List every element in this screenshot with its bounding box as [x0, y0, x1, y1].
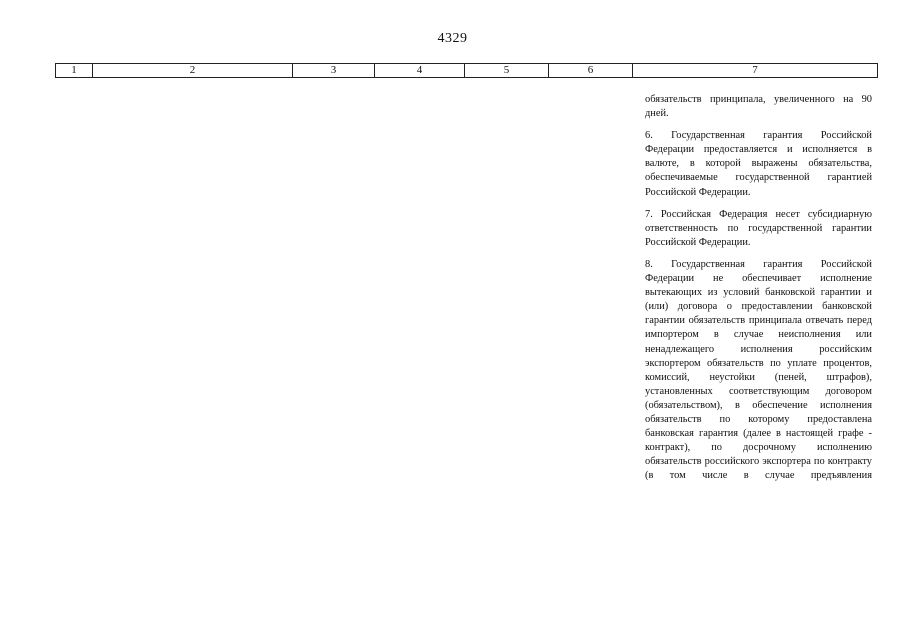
paragraph-6: 6. Государственная гарантия Российской Федерации предоставляется и исполняется в валюте, в которой выражены обязательства, обеспечиваемые государственной гарантией Российской Федерации. — [645, 130, 872, 198]
column-number-3: 3 — [293, 64, 375, 77]
column-number-1: 1 — [56, 64, 93, 77]
page-number: 4329 — [437, 31, 468, 46]
paragraph-8: 8. Государственная гарантия Российской Федерации не обеспечивает исполнение вытекающих из условий банковской гарантии и (или) договора о предоставлении банковской гарантии обязательств принципала отвечать перед импортером в случае неисполнения или ненадлежащего исполнения российским экспортером обязательств по уплате процентов, комиссий, неустойки (пеней, штрафов), установленных соответствующим договором (обязательством), в обеспечение исполнения обязательств по которому предоставлена банковская гарантия (далее в настоящей графе - контракт), по досрочному исполнению обязательств российского экспортера по контракту (в том числе в случае предъявления — [645, 258, 872, 482]
column-number-7: 7 — [752, 64, 758, 76]
column-number-5: 5 — [465, 64, 549, 77]
table-header-row — [55, 63, 878, 78]
paragraph-continuation: обязательств принципала, увеличенного на 90 дней. — [645, 94, 872, 120]
column-number-4: 4 — [375, 64, 465, 77]
column-number-6: 6 — [549, 64, 633, 77]
column-number-2: 2 — [93, 64, 293, 77]
paragraph-7: 7. Российская Федерация несет субсидиарную ответственность по государственной гарантии Российской Федерации. — [645, 208, 872, 248]
column-7-text — [645, 93, 872, 491]
